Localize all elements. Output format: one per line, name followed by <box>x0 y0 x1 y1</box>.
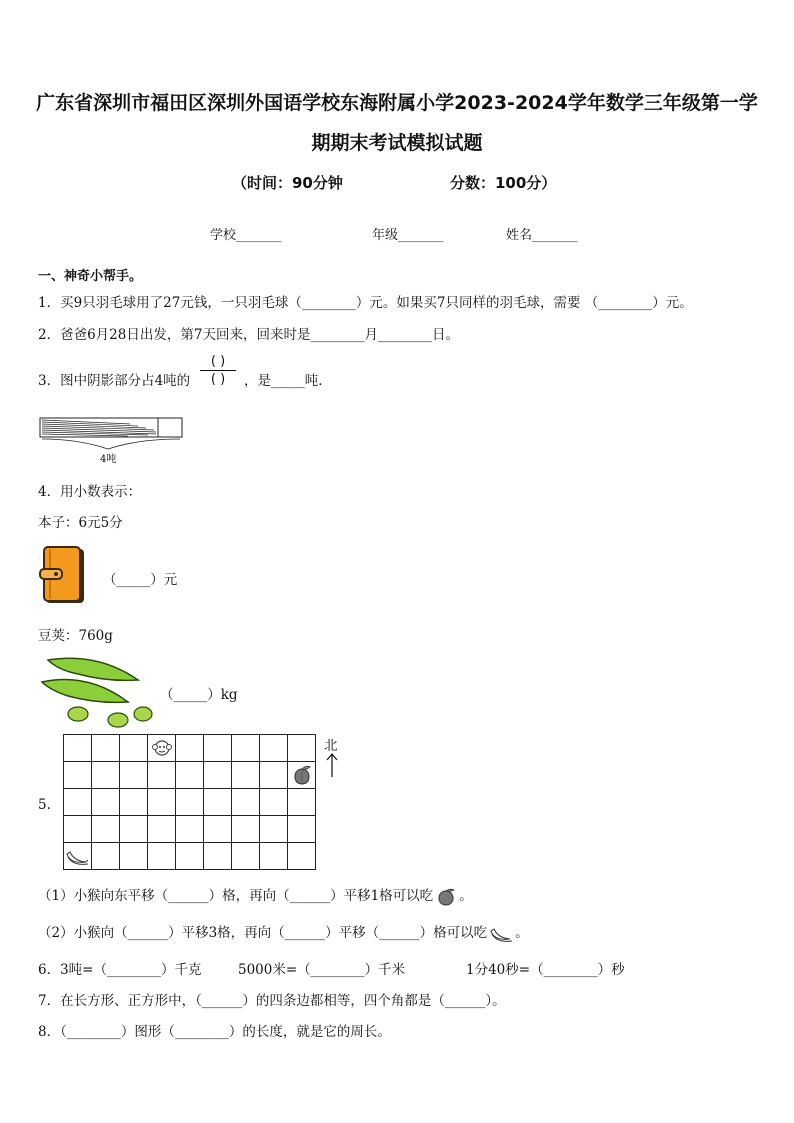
bar-label: 4吨 <box>100 454 117 465</box>
question-5-part-1: （1）小猴向东平移（______）格，再向（______）平移1格可以吃 。 <box>38 888 473 904</box>
monkey-icon <box>150 736 174 760</box>
time-label: （时间：90分钟 <box>232 174 343 192</box>
banana-cell <box>64 843 92 870</box>
fraction-line <box>200 370 236 371</box>
school-field: 学校_______ <box>210 228 282 243</box>
question-6-c: 1分40秒=（________）秒 <box>466 962 625 978</box>
notebook-icon <box>38 545 88 607</box>
question-3-prefix: 3．图中阴影部分占4吨的 <box>38 373 191 389</box>
monkey-cell <box>148 735 176 762</box>
notebook-price-label: 本子：6元5分 <box>38 515 123 531</box>
bean-answer: （_____）kg <box>160 687 238 703</box>
banana-icon <box>64 844 90 868</box>
banana-icon <box>489 924 513 944</box>
section-heading: 一、神奇小帮手。 <box>38 269 143 284</box>
question-2: 2．爸爸6月28日出发，第7天回来，回来时是________月________日。 <box>38 327 459 343</box>
page-title-line2: 期期末考试模拟试题 <box>311 132 483 154</box>
peach-cell <box>288 762 316 789</box>
peach-icon <box>435 888 457 906</box>
grade-field: 年级_______ <box>372 228 444 243</box>
bean-weight-label: 豆荚：760g <box>38 628 113 644</box>
question-3-suffix: ，是_____吨． <box>244 373 332 389</box>
peach-icon <box>290 764 314 788</box>
question-6-a: 6．3吨=（________）千克 <box>38 962 202 978</box>
question-7: 7．在长方形、正方形中，（______）的四条边都相等，四个角都是（______）。 <box>38 993 506 1009</box>
fraction-blank <box>200 354 236 387</box>
question-5-number: 5. <box>38 797 51 813</box>
name-field: 姓名_______ <box>506 228 578 243</box>
question-6-b: 5000米=（________）千米 <box>238 962 406 978</box>
question-5-part-2: （2）小猴向（______）平移3格，再向（______）平移（______）格可以吃 。 <box>38 921 529 944</box>
question-8: 8．（________）图形（________）的长度，就是它的周长。 <box>38 1024 391 1040</box>
fraction-numerator: ( ) <box>210 354 226 369</box>
question-1: 1．买9只羽毛球用了27元钱，一只羽毛球（________）元。如果买7只同样的羽毛球，需要 （________）元。 <box>38 295 693 311</box>
north-label: 北 <box>324 738 338 754</box>
question-4: 4．用小数表示： <box>38 484 142 500</box>
page-title: 广东省深圳市福田区深圳外国语学校东海附属小学2023-2024学年数学三年级第一学 <box>36 92 758 114</box>
shaded-bar-diagram <box>38 415 188 467</box>
grid-map <box>63 734 316 870</box>
north-arrow-icon <box>326 752 338 778</box>
fraction-denominator: ( ) <box>210 372 226 387</box>
bean-pods-icon <box>38 652 158 730</box>
score-label: 分数：100分） <box>450 174 557 192</box>
notebook-answer: （_____）元 <box>103 572 178 588</box>
